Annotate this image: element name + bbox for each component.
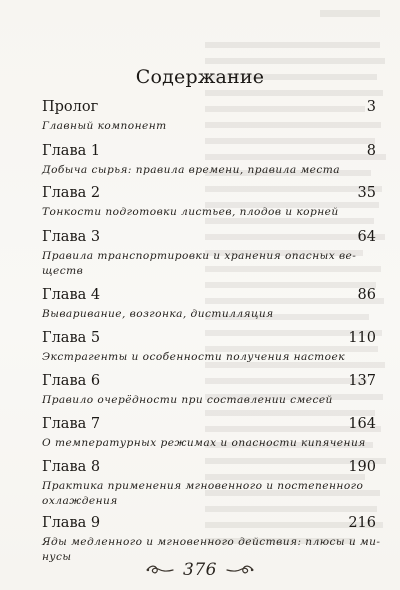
toc-entry-subtitle: О температурных режимах и опасности кипячения <box>42 437 366 449</box>
toc-entry-subtitle: Правила транспортировки и хранения опасных ве- <box>42 250 357 262</box>
toc-entry-label: Глава 6 <box>42 373 101 389</box>
flourish-ornament-icon <box>225 564 255 576</box>
toc-entry-subtitle-continued: охлаждения <box>42 495 118 507</box>
toc-entry-chapter-8[interactable] <box>42 459 376 509</box>
page-footer <box>0 558 400 582</box>
toc-entry-page: 3 <box>366 99 376 115</box>
toc-entry-page: 86 <box>357 287 376 303</box>
toc-entry-subtitle: Вываривание, возгонка, дистилляция <box>42 308 274 320</box>
flourish-ornament-icon <box>145 564 175 576</box>
toc-entry-page: 64 <box>357 229 376 245</box>
toc-entry-chapter-5[interactable] <box>42 330 376 365</box>
toc-entry-label: Пролог <box>42 99 99 115</box>
toc-entry-label: Глава 7 <box>42 416 101 432</box>
toc-entry-page: 8 <box>366 143 376 159</box>
toc-entry-subtitle-continued: нусы <box>42 551 72 563</box>
toc-entry-label: Глава 1 <box>42 143 101 159</box>
toc-entry-label: Глава 8 <box>42 459 101 475</box>
toc-entry-chapter-4[interactable] <box>42 287 376 322</box>
toc-entry-page: 110 <box>348 330 376 346</box>
toc-entry-subtitle: Тонкости подготовки листьев, плодов и корней <box>42 206 339 218</box>
toc-entry-label: Глава 4 <box>42 287 101 303</box>
toc-entry-page: 35 <box>357 185 376 201</box>
toc-entry-page: 190 <box>348 459 376 475</box>
toc-entry-chapter-7[interactable] <box>42 416 376 451</box>
toc-entry-subtitle-continued: ществ <box>42 265 84 277</box>
toc-entry-subtitle: Главный компонент <box>42 120 167 132</box>
toc-entry-label: Глава 9 <box>42 515 101 531</box>
toc-entry-label: Глава 3 <box>42 229 101 245</box>
toc-entry-chapter-6[interactable] <box>42 373 376 408</box>
toc-entry-prologue[interactable] <box>42 99 376 134</box>
toc-entry-label: Глава 2 <box>42 185 101 201</box>
toc-entry-subtitle: Практика применения мгновенного и постепенного <box>42 480 364 492</box>
toc-entry-page: 216 <box>348 515 376 531</box>
toc-entry-chapter-2[interactable] <box>42 185 376 220</box>
toc-entry-subtitle: Яды медленного и мгновенного действия: плюсы и ми- <box>42 536 381 548</box>
toc-entry-label: Глава 5 <box>42 330 101 346</box>
toc-entry-chapter-1[interactable] <box>42 143 376 178</box>
toc-entry-subtitle: Правило очерёдности при составлении смесей <box>42 394 333 406</box>
toc-entry-chapter-3[interactable] <box>42 229 376 279</box>
toc-entry-subtitle: Добыча сырья: правила времени, правила места <box>42 164 341 176</box>
toc-heading: Содержание <box>135 66 265 88</box>
toc-entry-page: 164 <box>348 416 376 432</box>
toc-entry-subtitle: Экстрагенты и особенности получения настоек <box>42 351 345 363</box>
toc-entry-page: 137 <box>348 373 376 389</box>
page-number: 376 <box>183 560 217 580</box>
